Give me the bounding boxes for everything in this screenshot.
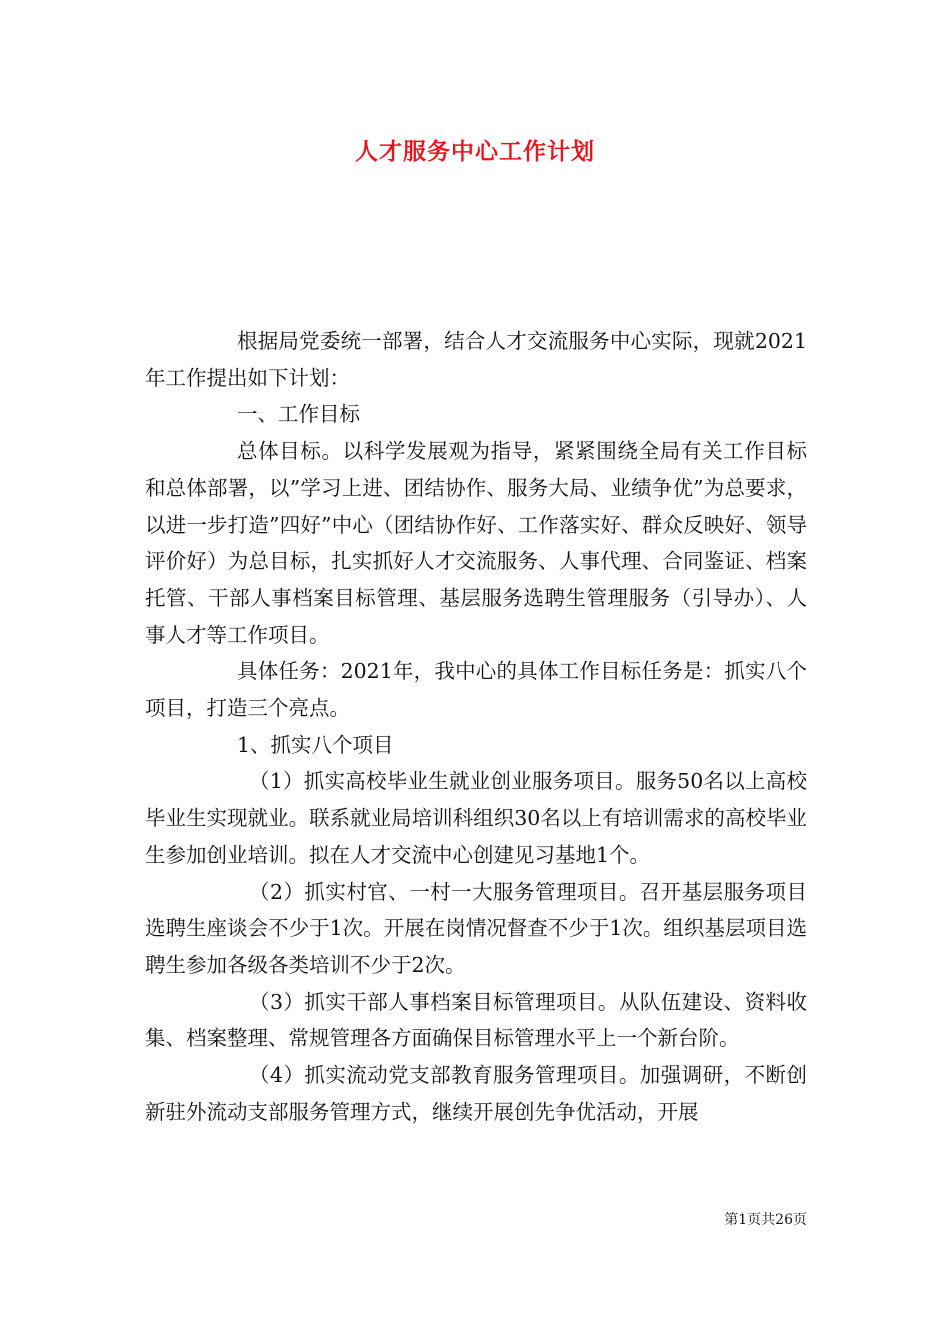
subheading-eight-projects: 1、抓实八个项目: [237, 732, 394, 757]
paragraph-specific-tasks: 具体任务：2021年，我中心的具体工作目标任务是：抓实八个项目，打造三个亮点。: [145, 659, 807, 721]
paragraph-item-4: （4）抓实流动党支部教育服务管理项目。加强调研，不断创新驻外流动支部服务管理方式，继续开展创先争优活动，开展: [145, 1063, 807, 1124]
page-title: 人才服务中心工作计划: [355, 138, 595, 165]
paragraph-item-1: （1）抓实高校毕业生就业创业服务项目。服务50名以上高校毕业生实现就业。联系就业局培训科组织30名以上有培训需求的高校毕业生参加创业培训。拟在人才交流中心创建见习基地1个。: [145, 769, 807, 867]
paragraph-item-3: （3）抓实干部人事档案目标管理项目。从队伍建设、资料收集、档案整理、常规管理各方面确保目标管理水平上一个新台阶。: [145, 989, 807, 1051]
paragraph-item-2: （2）抓实村官、一村一大服务管理项目。召开基层服务项目选聘生座谈会不少于1次。开展在岗情况督查不少于1次。组织基层项目选聘生参加各级各类培训不少于2次。: [145, 879, 807, 977]
section-heading-goals: 一、工作目标: [237, 402, 360, 427]
page-number-footer: 第1页共26页: [724, 1212, 807, 1228]
paragraph-overall-goal: 总体目标。以科学发展观为指导，紧紧围绕全局有关工作目标和总体部署，以”学习上进、团结协作、服务大局、业绩争优”为总要求，以进一步打造”四好”中心（团结协作好、工作落实好、群众反映好、领导评价好）为总目标，扎实抓好人才交流服务、人事代理、合同鉴证、档案托管、干部人事档案目标管理、基层服务选聘生管理服务（引导办）、人事人才等工作项目。: [145, 439, 807, 647]
body-text: [145, 323, 807, 1130]
paragraph-intro: 根据局党委统一部署，结合人才交流服务中心实际，现就2021年工作提出如下计划：: [145, 329, 807, 390]
